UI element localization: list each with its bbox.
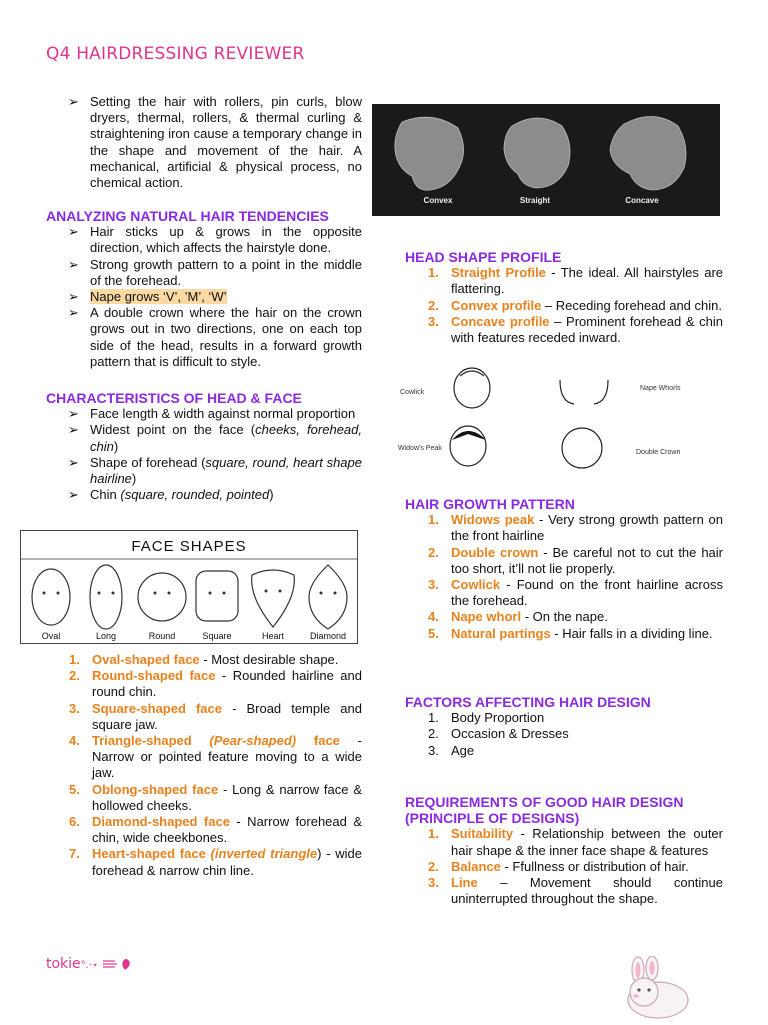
characteristics-list [46,406,362,503]
section-heading: ANALYZING NATURAL HAIR TENDENCIES [46,208,329,224]
head-profile-illustration [372,104,720,216]
heart-arrow-icon [103,957,133,971]
characteristics-section [46,390,362,503]
list-item: 3. Age [428,742,475,758]
list-item: ➢ Chin (square, rounded, pointed) [68,487,274,503]
list-item: 1. Widows peak - Very strong growth pattern on the front hairline [428,512,723,544]
list-item: 1. Straight Profile - The ideal. All hairstyles are flattering. [428,265,723,297]
growth-section [405,496,723,642]
list-item: ➢ Strong growth pattern to a point in the middle of the forehead. [68,256,362,288]
list-item: ➢ Shape of forehead (square, round, heart shape hairline) [68,454,362,487]
bunny-icon [620,956,692,1025]
profile-label-straight: Straight [519,196,551,205]
page-title: Q4 HAIRDRESSING REVIEWER [46,44,305,64]
arrow-bullet-icon: ➢ [68,289,79,305]
section-heading: HAIR GROWTH PATTERN [405,496,575,512]
list-item: 5. Oblong-shaped face - Long & narrow face & hollowed cheeks. [69,781,362,813]
analyzing-section [46,208,362,370]
list-item: 3. Concave profile – Prominent forehead & chin with features receded inward. [428,313,723,346]
intro-list [46,94,362,191]
face-label-diamond: Diamond [309,631,347,641]
growth-label-cowlick: Cowlick [400,389,425,396]
list-item: ➢ Widest point on the face (cheeks, forehead, chin) [68,422,362,454]
list-item: ➢ A double crown where the hair on the crown grows out in two directions, one on each top side of the head, results in a forward growth pattern that is difficult to style. [68,305,362,369]
bunny-illustration [620,956,692,1020]
section-heading: FACTORS AFFECTING HAIR DESIGN [405,694,651,710]
brand-logo: tokie [46,956,81,972]
section-heading: CHARACTERISTICS OF HEAD & FACE [46,390,302,406]
face-shapes-illustration [21,531,357,643]
list-item: 1. Oval-shaped face - Most desirable shape. [69,652,339,667]
sparkle-icon: °.·⋆ [80,960,99,971]
growth-label-double-crown: Double Crown [636,449,681,456]
face-label-square: Square [202,631,232,641]
list-item: 7. Heart-shaped face (inverted triangle) - wide forehead & narrow chin line. [69,846,362,878]
arrow-bullet-icon: ➢ [68,305,79,321]
analyzing-list [46,224,362,370]
arrow-bullet-icon: ➢ [68,94,79,109]
head-shape-list [405,265,723,346]
list-item: ➢ Face length & width against normal proportion [68,406,356,422]
list-item: 4. Nape whorl - On the nape. [428,609,608,625]
section-heading: REQUIREMENTS OF GOOD HAIR DESIGN (PRINCIPLE OF DESIGNS) [405,794,684,827]
list-item: 2. Balance - Ffullness or distribution of hair. [428,858,689,874]
list-item: 4. Triangle-shaped (Pear-shaped) face - Narrow or pointed feature moving to a wide jaw. [69,733,362,781]
growth-pattern-figure [394,362,720,474]
requirements-section [405,794,723,907]
arrow-bullet-icon: ➢ [68,256,79,272]
face-shapes-list [46,652,362,879]
arrow-bullet-icon: ➢ [68,224,79,240]
profile-label-concave: Concave [625,196,659,205]
list-item: 6. Diamond-shaped face - Narrow forehead & chin, wide cheekbones. [69,814,362,846]
growth-label-nape-whorls: Nape Whorls [640,385,681,392]
face-label-heart: Heart [261,631,285,641]
intro-section [46,94,362,191]
face-label-round: Round [148,631,176,641]
growth-list [405,512,723,642]
head-profile-figure [372,104,720,216]
highlighted-text: Nape grows ‘V’, ’M’, ‘W’ [90,289,227,305]
list-item: ➢ Hair sticks up & grows in the opposite direction, which affects the hairstyle done. [68,224,362,256]
list-item [46,289,362,305]
face-shapes-figure [20,530,358,644]
face-shapes-title: FACE SHAPES [131,538,247,555]
list-item: 2. Occasion & Dresses [428,726,569,742]
factors-list [405,710,723,759]
factors-section [405,694,723,759]
face-label-oval: Oval [41,631,61,641]
footer-brand [46,956,133,972]
list-item: 2. Round-shaped face - Rounded hairline and round chin. [69,668,362,700]
arrow-bullet-icon: ➢ [68,487,79,503]
list-item: 1. Suitability - Relationship between the outer hair shape & the inner face shape & features [428,826,723,858]
list-item: ➢ Setting the hair with rollers, pin curls, blow dryers, thermal, rollers, & thermal curling & straightening iron cause a temporary change in the shape and movement of the hair. A mechanical, artificial & physical process, no chemical action. [68,94,362,191]
growth-pattern-illustration [394,362,720,474]
face-shapes-section [46,652,362,879]
profile-label-convex: Convex [423,196,453,205]
requirements-list [405,826,723,907]
list-item: 3. Line – Movement should continue uninterrupted throughout the shape. [428,875,723,907]
list-item: 3. Cowlick - Found on the front hairline across the forehead. [428,577,723,609]
list-item: 2. Double crown - Be careful not to cut the hair too short, it’ll not lie properly. [428,544,723,576]
face-label-long: Long [95,631,117,641]
arrow-bullet-icon: ➢ [68,406,79,422]
list-item: 5. Natural partings - Hair falls in a dividing line. [428,625,713,641]
list-item: 1. Body Proportion [428,710,545,726]
head-shape-section [405,249,723,346]
arrow-bullet-icon: ➢ [68,454,79,470]
list-item: 3. Square-shaped face - Broad temple and square jaw. [69,700,362,732]
arrow-bullet-icon: ➢ [68,422,79,438]
section-heading: HEAD SHAPE PROFILE [405,249,562,265]
list-item: 2. Convex profile – Receding forehead and chin. [428,297,722,313]
growth-label-widows-peak: Widow's Peak [398,445,442,452]
